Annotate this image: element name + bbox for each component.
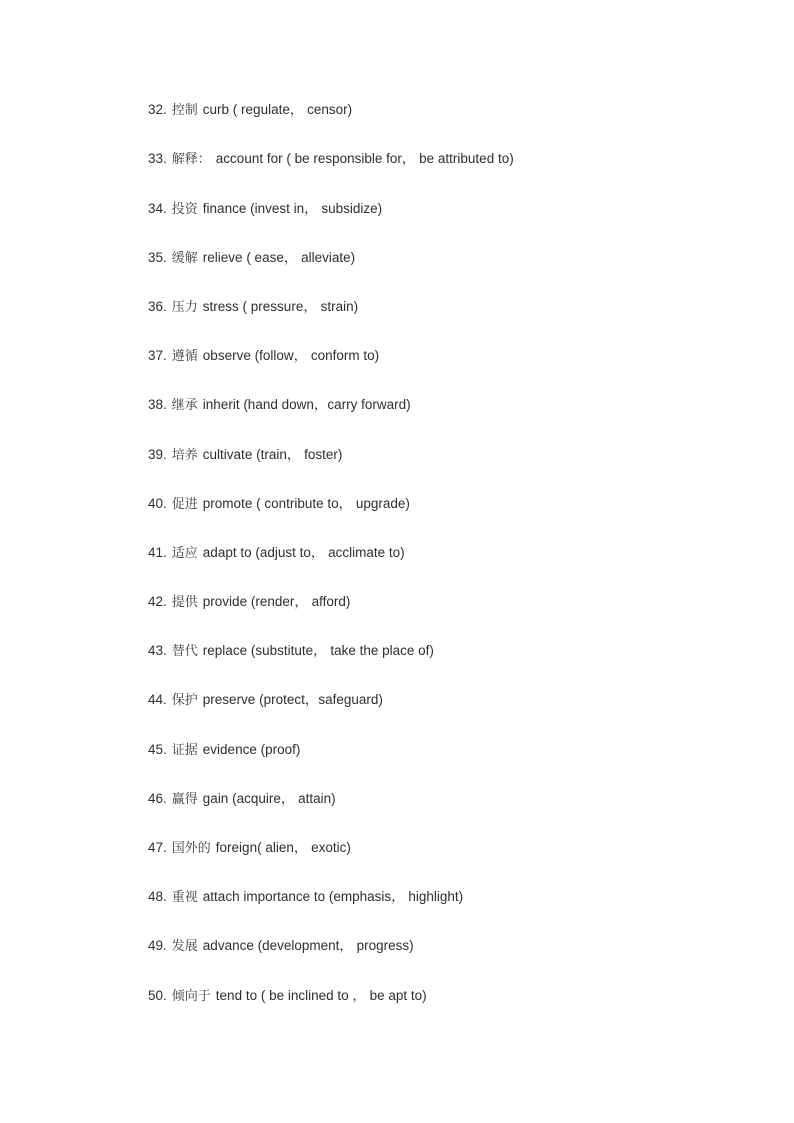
entry-chinese: 提供 — [171, 595, 198, 610]
entry-38 — [148, 395, 411, 415]
entry-number: 47. — [148, 840, 167, 855]
entry-33 — [148, 149, 514, 169]
entry-english: preserve (protect，safeguard) — [202, 692, 383, 707]
entry-chinese: 控制 — [171, 103, 198, 118]
entry-44 — [148, 690, 383, 710]
entry-english: observe (follow， conform to) — [202, 348, 380, 363]
entry-english: foreign( alien， exotic) — [215, 840, 351, 855]
entry-36 — [148, 297, 358, 317]
entry-chinese: 培养 — [171, 448, 198, 463]
entry-48 — [148, 887, 463, 907]
entry-chinese: 促进 — [171, 497, 198, 512]
entry-chinese: 解释： — [171, 152, 211, 167]
entry-chinese: 发展 — [171, 939, 198, 954]
entry-english: provide (render， afford) — [202, 594, 351, 609]
entry-number: 48. — [148, 889, 167, 904]
entry-number: 49. — [148, 938, 167, 953]
entry-english: tend to ( be inclined to ， be apt to) — [215, 988, 427, 1003]
entry-number: 50. — [148, 988, 167, 1003]
entry-chinese: 倾向于 — [171, 989, 211, 1004]
entry-chinese: 压力 — [171, 300, 198, 315]
entry-english: account for ( be responsible for， be attributed to) — [215, 151, 514, 166]
entry-46 — [148, 789, 336, 809]
entry-chinese: 国外的 — [171, 841, 211, 856]
entry-number: 39. — [148, 447, 167, 462]
entry-english: promote ( contribute to， upgrade) — [202, 496, 410, 511]
entry-chinese: 继承 — [171, 398, 198, 413]
entry-45 — [148, 740, 300, 760]
entry-35 — [148, 248, 355, 268]
entry-50 — [148, 986, 427, 1006]
entry-english: attach importance to (emphasis， highlight) — [202, 889, 464, 904]
entry-number: 46. — [148, 791, 167, 806]
entry-number: 37. — [148, 348, 167, 363]
entry-chinese: 替代 — [171, 644, 198, 659]
entry-english: inherit (hand down，carry forward) — [202, 397, 411, 412]
entry-chinese: 适应 — [171, 546, 198, 561]
entry-chinese: 赢得 — [171, 792, 198, 807]
entry-chinese: 遵循 — [171, 349, 198, 364]
entry-number: 45. — [148, 742, 167, 757]
entry-43 — [148, 641, 434, 661]
entry-34 — [148, 199, 382, 219]
entry-number: 38. — [148, 397, 167, 412]
entry-37 — [148, 346, 379, 366]
entry-english: finance (invest in， subsidize) — [202, 201, 383, 216]
entry-number: 40. — [148, 496, 167, 511]
entry-english: evidence (proof) — [202, 742, 301, 757]
entry-english: relieve ( ease， alleviate) — [202, 250, 356, 265]
entry-42 — [148, 592, 350, 612]
entry-39 — [148, 445, 342, 465]
entry-number: 34. — [148, 201, 167, 216]
entry-english: advance (development， progress) — [202, 938, 414, 953]
entry-chinese: 投资 — [171, 202, 198, 217]
entry-english: adapt to (adjust to， acclimate to) — [202, 545, 405, 560]
entry-number: 42. — [148, 594, 167, 609]
entry-number: 32. — [148, 102, 167, 117]
entry-english: curb ( regulate， censor) — [202, 102, 353, 117]
entry-47 — [148, 838, 351, 858]
entry-english: cultivate (train， foster) — [202, 447, 343, 462]
entry-32 — [148, 100, 352, 120]
entry-40 — [148, 494, 410, 514]
entry-number: 35. — [148, 250, 167, 265]
entry-41 — [148, 543, 405, 563]
entry-number: 43. — [148, 643, 167, 658]
entry-49 — [148, 936, 414, 956]
entry-english: replace (substitute， take the place of) — [202, 643, 434, 658]
entry-number: 36. — [148, 299, 167, 314]
entry-chinese: 证据 — [171, 743, 198, 758]
entry-number: 44. — [148, 692, 167, 707]
entry-english: stress ( pressure， strain) — [202, 299, 359, 314]
entry-english: gain (acquire， attain) — [202, 791, 336, 806]
entry-chinese: 重视 — [171, 890, 198, 905]
entry-number: 41. — [148, 545, 167, 560]
entry-number: 33. — [148, 151, 167, 166]
entry-chinese: 保护 — [171, 693, 198, 708]
entry-chinese: 缓解 — [171, 251, 198, 266]
